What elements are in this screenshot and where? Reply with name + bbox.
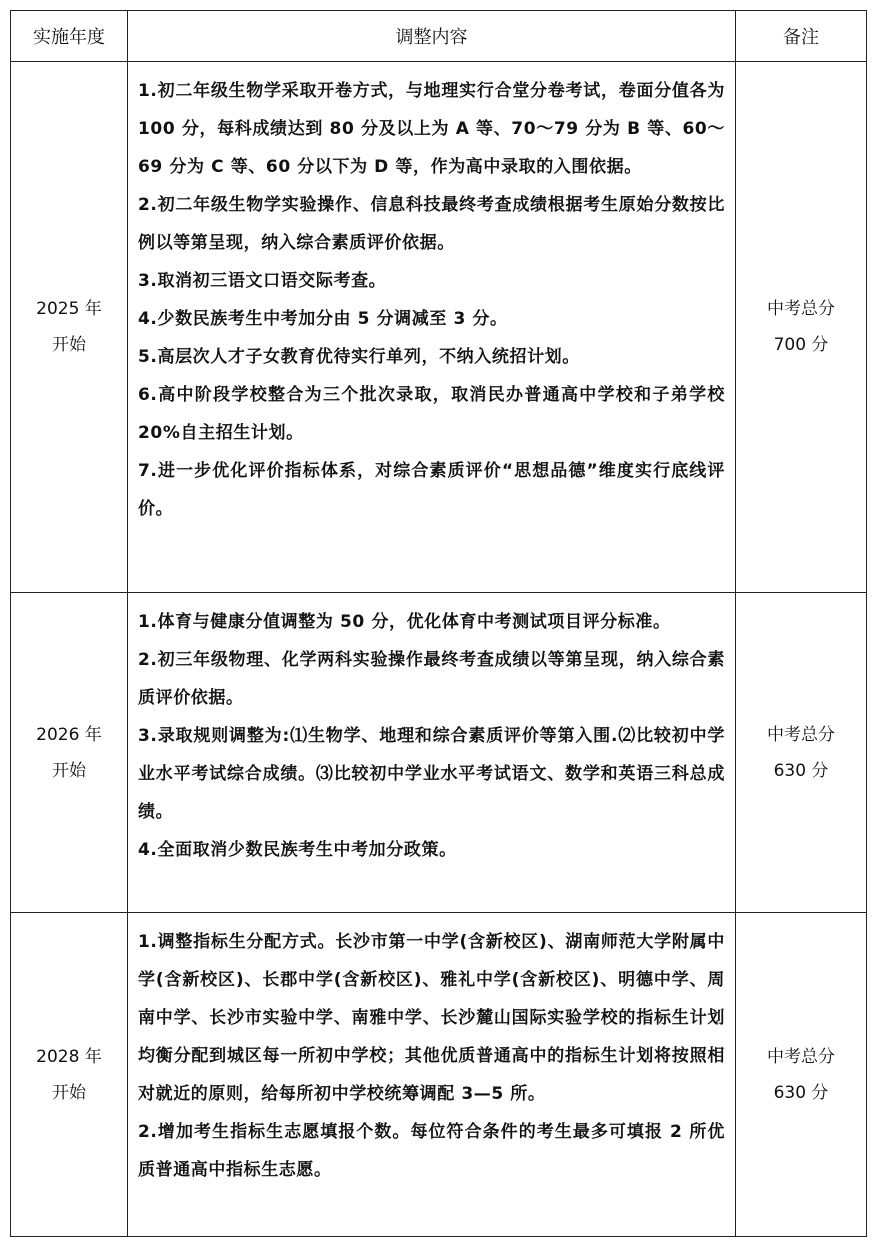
table-row-2025 <box>11 62 867 593</box>
table-row-2028 <box>11 913 867 1237</box>
adjustment-item: 6.高中阶段学校整合为三个批次录取，取消民办普通高中学校和子弟学校 20%自主招生计划。 <box>138 385 725 443</box>
year-start-label: 开始 <box>52 760 86 781</box>
year-start-label: 开始 <box>52 335 86 355</box>
note-label: 中考总分 <box>767 724 835 745</box>
adjustment-item: 2.初二年级生物学实验操作、信息科技最终考查成绩根据考生原始分数按比例以等第呈现，纳入综合素质评价依据。 <box>138 195 725 253</box>
adjustment-item: 1.初二年级生物学采取开卷方式，与地理实行合堂分卷考试，卷面分值各为 100 分，每科成绩达到 80 分及以上为 A 等、70～79 分为 B 等、60～69 分为 C 等、60 分以下为 D 等，作为高中录取的入围依据。 <box>138 81 725 177</box>
adjustment-item: 4.全面取消少数民族考生中考加分政策。 <box>138 840 457 860</box>
year-cell <box>11 62 128 593</box>
note-cell <box>736 913 867 1237</box>
content-cell <box>128 62 736 593</box>
note-label: 中考总分 <box>767 299 835 319</box>
note-score: 630 分 <box>773 1082 829 1103</box>
adjustment-item: 2.初三年级物理、化学两科实验操作最终考查成绩以等第呈现，纳入综合素质评价依据。 <box>138 650 725 708</box>
note-label: 中考总分 <box>767 1046 835 1067</box>
adjustment-item: 3.取消初三语文口语交际考查。 <box>138 271 387 291</box>
content-cell <box>128 593 736 913</box>
year-label: 2028 年 <box>36 1046 102 1067</box>
note-score: 700 分 <box>773 335 829 355</box>
year-cell <box>11 593 128 913</box>
adjustment-item: 7.进一步优化评价指标体系，对综合素质评价“思想品德”维度实行底线评价。 <box>138 461 725 519</box>
year-start-label: 开始 <box>52 1082 86 1103</box>
table-row-2026 <box>11 593 867 913</box>
adjustment-item: 3.录取规则调整为:⑴生物学、地理和综合素质评价等第入围.⑵比较初中学业水平考试综合成绩。⑶比较初中学业水平考试语文、数学和英语三科总成绩。 <box>138 726 725 822</box>
note-score: 630 分 <box>773 760 829 781</box>
header-content: 调整内容 <box>128 11 736 62</box>
header-note: 备注 <box>736 11 867 62</box>
year-label: 2026 年 <box>36 724 102 745</box>
note-cell <box>736 593 867 913</box>
policy-adjustment-table <box>10 10 867 1237</box>
table-header-row <box>11 11 867 62</box>
adjustment-item: 4.少数民族考生中考加分由 5 分调减至 3 分。 <box>138 309 508 329</box>
note-cell <box>736 62 867 593</box>
adjustment-item: 2.增加考生指标生志愿填报个数。每位符合条件的考生最多可填报 2 所优质普通高中指标生志愿。 <box>138 1122 725 1180</box>
adjustment-item: 1.调整指标生分配方式。长沙市第一中学(含新校区)、湖南师范大学附属中学(含新校区)、长郡中学(含新校区)、雅礼中学(含新校区)、明德中学、周南中学、长沙市实验中学、南雅中学、长沙麓山国际实验学校的指标生计划均衡分配到城区每一所初中学校；其他优质普通高中的指标生计划将按照相对就近的原则，给每所初中学校统筹调配 3—5 所。 <box>138 932 725 1104</box>
year-label: 2025 年 <box>36 299 102 319</box>
header-year: 实施年度 <box>11 11 128 62</box>
adjustment-item: 5.高层次人才子女教育优待实行单列，不纳入统招计划。 <box>138 347 580 367</box>
adjustment-item: 1.体育与健康分值调整为 50 分，优化体育中考测试项目评分标准。 <box>138 612 671 632</box>
content-cell <box>128 913 736 1237</box>
year-cell <box>11 913 128 1237</box>
